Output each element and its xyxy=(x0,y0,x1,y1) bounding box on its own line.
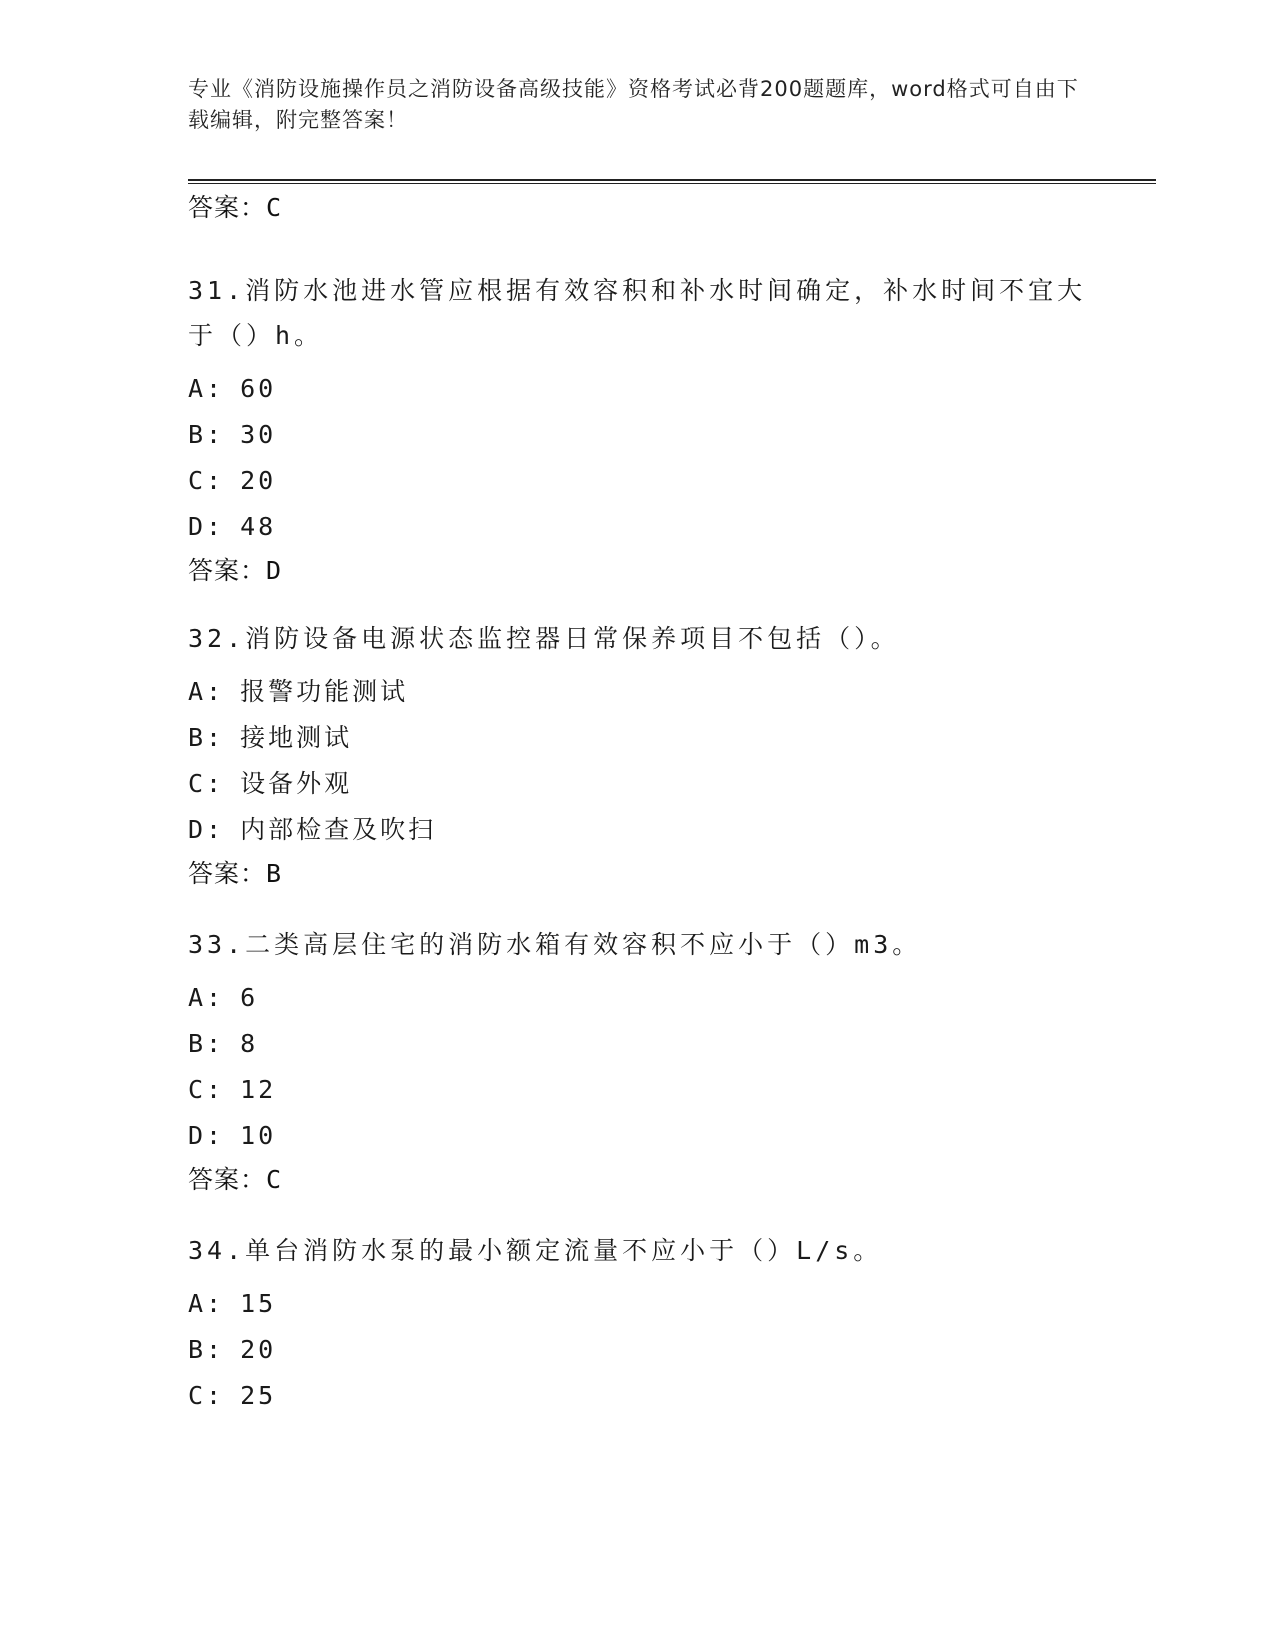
option-a: A: 60 xyxy=(188,374,277,403)
option-b: B: 30 xyxy=(188,420,277,449)
option-b: B: 8 xyxy=(188,1029,259,1058)
header-divider-thin xyxy=(188,183,1156,184)
question-stem: 消防设备电源状态监控器日常保养项目不包括（）。 xyxy=(245,624,900,653)
question-block xyxy=(188,922,1088,1195)
document-header: 专业《消防设施操作员之消防设备高级技能》资格考试必背200题题库，word格式可自由下载编辑，附完整答案！ xyxy=(188,77,1079,132)
question-stem: 单台消防水泵的最小额定流量不应小于（）L/s。 xyxy=(245,1236,883,1265)
question-number: 32. xyxy=(188,624,246,653)
option-c: C: 25 xyxy=(188,1381,277,1410)
answer-line xyxy=(188,1165,1088,1195)
option-a: A: 6 xyxy=(188,983,259,1012)
answer-label: 答案： xyxy=(188,556,267,585)
question-number: 31. xyxy=(188,276,246,305)
answer-label: 答案： xyxy=(188,1165,267,1194)
question-text xyxy=(188,268,1088,358)
question-number: 33. xyxy=(188,930,246,959)
question-text xyxy=(188,1228,1088,1273)
option-a: A: 15 xyxy=(188,1289,277,1318)
option-d: D: 48 xyxy=(188,512,277,541)
question-text xyxy=(188,922,1088,967)
answer-value: C xyxy=(266,1165,283,1194)
answer-value: D xyxy=(266,556,283,585)
header-divider xyxy=(188,179,1156,181)
option-c: C: 20 xyxy=(188,466,277,495)
option-a: A: 报警功能测试 xyxy=(188,677,409,706)
option-c: C: 12 xyxy=(188,1075,277,1104)
answer-line xyxy=(188,556,1088,586)
answer-line xyxy=(188,193,1088,223)
question-stem: 消防水池进水管应根据有效容积和补水时间确定，补水时间不宜大于（）h。 xyxy=(188,276,1087,350)
option-d: D: 内部检查及吹扫 xyxy=(188,815,437,844)
option-c: C: 设备外观 xyxy=(188,769,353,798)
answer-value: B xyxy=(266,859,283,888)
answer-label: 答案： xyxy=(188,193,267,222)
option-b: B: 接地测试 xyxy=(188,723,353,752)
question-stem: 二类高层住宅的消防水箱有效容积不应小于（）m3。 xyxy=(245,930,922,959)
answer-value: C xyxy=(266,193,283,222)
option-d: D: 10 xyxy=(188,1121,277,1150)
answer-label: 答案： xyxy=(188,859,267,888)
question-text xyxy=(188,616,1088,661)
question-block xyxy=(188,1228,1088,1411)
answer-line xyxy=(188,859,1088,889)
question-block xyxy=(188,616,1088,889)
option-b: B: 20 xyxy=(188,1335,277,1364)
question-number: 34. xyxy=(188,1236,246,1265)
question-block xyxy=(188,268,1088,586)
